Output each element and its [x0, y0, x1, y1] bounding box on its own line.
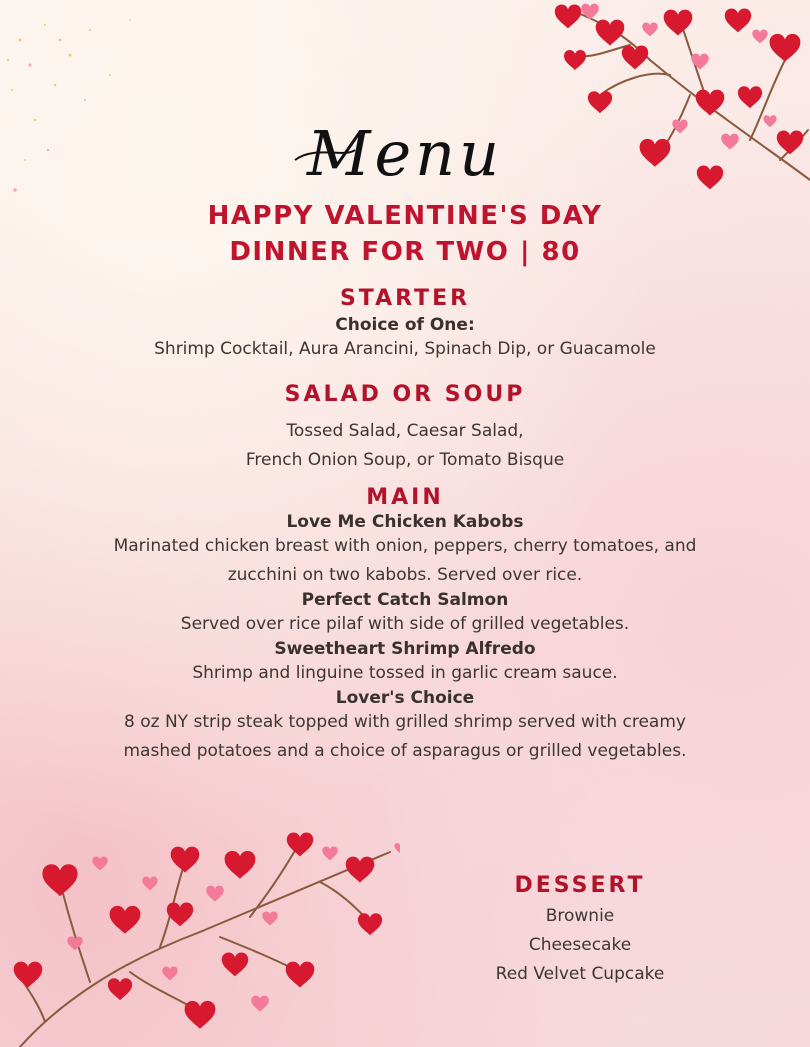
salad-soup-line-2: French Onion Soup, or Tomato Bisque [245, 450, 565, 470]
dessert-heading: DESSERT [514, 873, 646, 898]
starter-items: Shrimp Cocktail, Aura Arancini, Spinach Dip, or Guacamole [154, 339, 656, 359]
starter-section [0, 286, 810, 364]
salad-soup-section [0, 382, 810, 475]
main-section [0, 485, 810, 766]
salad-soup-line-1: Tossed Salad, Caesar Salad, [286, 421, 524, 441]
dish-name: Perfect Catch Salmon [301, 590, 509, 610]
dish-description: Marinated chicken breast with onion, peppers, cherry tomatoes, and [113, 536, 697, 556]
dish-description: Shrimp and linguine tossed in garlic cream sauce. [192, 663, 618, 683]
menu-script-lettering [255, 100, 555, 210]
salad-soup-heading: SALAD OR SOUP [284, 382, 526, 407]
dish-description: zucchini on two kabobs. Served over rice. [227, 565, 583, 585]
dessert-section [470, 873, 690, 989]
dish-description: Served over rice pilaf with side of grilled vegetables. [180, 614, 630, 634]
headline [0, 198, 810, 270]
headline-line-2: DINNER FOR TWO | 80 [229, 237, 581, 267]
heart-branch-bottom-icon [0, 822, 400, 1047]
menu-script-title [0, 100, 810, 210]
dessert-item: Red Velvet Cupcake [495, 964, 665, 984]
dessert-item: Brownie [545, 906, 615, 926]
svg-text:Menu: Menu [306, 117, 504, 190]
starter-heading: STARTER [339, 286, 471, 311]
dish-name: Love Me Chicken Kabobs [286, 512, 524, 532]
dish-description: 8 oz NY strip steak topped with grilled shrimp served with creamy [124, 712, 686, 732]
dish-name: Lover's Choice [335, 688, 475, 708]
starter-subheading: Choice of One: [335, 315, 475, 335]
dish-description: mashed potatoes and a choice of asparagus or grilled vegetables. [123, 741, 687, 761]
main-heading: MAIN [366, 485, 444, 510]
dish-name: Sweetheart Shrimp Alfredo [274, 639, 536, 659]
headline-line-1: HAPPY VALENTINE'S DAY [207, 201, 603, 231]
dessert-item: Cheesecake [528, 935, 632, 955]
